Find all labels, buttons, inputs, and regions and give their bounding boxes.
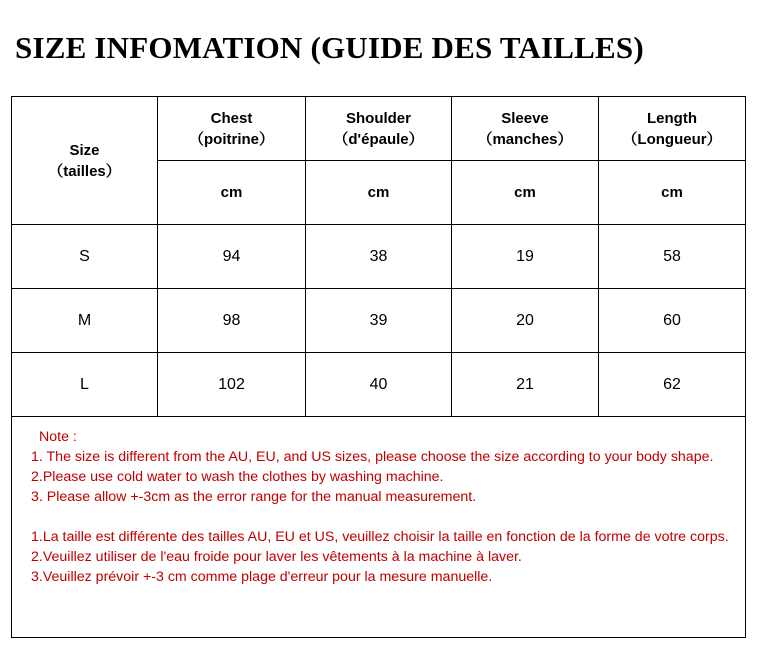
row-size-l: L [80, 375, 89, 393]
cell-sleeve-m: 20 [516, 311, 534, 329]
note-en-1: 1. The size is different from the AU, EU, and US sizes, please choose the size according to your body shape. [31, 449, 714, 465]
size-header [12, 97, 157, 224]
row-size-s: S [79, 247, 90, 265]
column-header-label: Chest [210, 109, 253, 127]
cell-sleeve-s: 19 [516, 247, 534, 265]
cell-sleeve-l: 21 [516, 375, 534, 393]
cell-shoulder-l: 40 [369, 375, 388, 393]
cell-length-s: 58 [663, 247, 681, 265]
notes-heading: Note : [39, 429, 77, 445]
unit-shoulder: cm [367, 184, 390, 201]
column-header-sleeve [452, 97, 598, 160]
note-fr-1: 1.La taille est différente des tailles AU, EU et US, veuillez choisir la taille en fonction de la forme de votre corps. [31, 529, 729, 545]
page-title: SIZE INFOMATION (GUIDE DES TAILLES) [15, 30, 644, 65]
note-en-3: 3. Please allow +-3cm as the error range for the manual measurement. [31, 489, 477, 505]
column-header-chest [158, 97, 305, 160]
column-header-label: Sleeve [501, 109, 549, 127]
cell-shoulder-m: 39 [369, 311, 388, 329]
cell-length-l: 62 [663, 375, 681, 393]
size-header-label: Size [69, 141, 100, 159]
column-header-sub: （d'épaule） [333, 130, 424, 148]
notes [31, 427, 746, 587]
cell-chest-m: 98 [222, 311, 241, 329]
column-header-label: Length [647, 109, 697, 127]
cell-chest-s: 94 [222, 247, 241, 265]
note-en-2: 2.Please use cold water to wash the clothes by washing machine. [31, 469, 444, 485]
unit-chest: cm [220, 184, 243, 201]
column-header-length [599, 97, 745, 160]
row-size-m: M [77, 311, 92, 329]
column-header-sub: （poitrine） [189, 130, 274, 148]
cell-shoulder-s: 38 [369, 247, 388, 265]
note-fr-3: 3.Veuillez prévoir +-3 cm comme plage d'erreur pour la mesure manuelle. [31, 569, 493, 585]
unit-length: cm [661, 184, 683, 201]
size-header-sub: （tailles） [48, 162, 121, 180]
cell-length-m: 60 [663, 311, 681, 329]
cell-chest-l: 102 [218, 375, 245, 393]
note-fr-2: 2.Veuillez utiliser de l'eau froide pour laver les vêtements à la machine à laver. [31, 549, 522, 565]
unit-sleeve: cm [514, 184, 536, 201]
grid-line [12, 416, 745, 417]
column-header-shoulder [306, 97, 451, 160]
column-header-sub: （manches） [477, 130, 573, 148]
column-header-sub: （Longueur） [622, 130, 722, 148]
notes-spacer [31, 507, 746, 527]
column-header-label: Shoulder [345, 109, 411, 127]
